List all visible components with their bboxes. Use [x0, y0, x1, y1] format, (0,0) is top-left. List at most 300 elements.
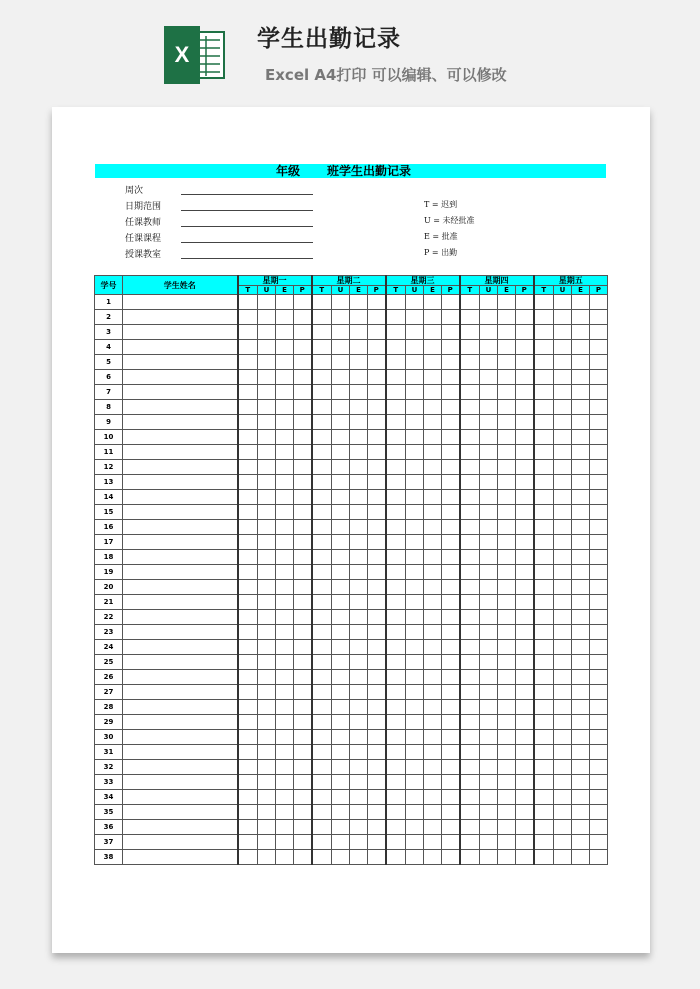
attendance-cell[interactable]	[480, 790, 498, 805]
attendance-cell[interactable]	[498, 775, 516, 790]
attendance-cell[interactable]	[332, 505, 350, 520]
attendance-cell[interactable]	[590, 400, 608, 415]
attendance-cell[interactable]	[572, 580, 590, 595]
attendance-cell[interactable]	[294, 400, 312, 415]
attendance-cell[interactable]	[238, 700, 258, 715]
attendance-cell[interactable]	[590, 355, 608, 370]
attendance-cell[interactable]	[554, 745, 572, 760]
attendance-cell[interactable]	[386, 340, 406, 355]
attendance-cell[interactable]	[368, 400, 386, 415]
attendance-cell[interactable]	[276, 505, 294, 520]
attendance-cell[interactable]	[442, 310, 460, 325]
student-name-cell[interactable]	[123, 295, 238, 310]
attendance-cell[interactable]	[238, 565, 258, 580]
attendance-cell[interactable]	[590, 580, 608, 595]
attendance-cell[interactable]	[534, 685, 554, 700]
attendance-cell[interactable]	[238, 670, 258, 685]
attendance-cell[interactable]	[460, 520, 480, 535]
attendance-cell[interactable]	[276, 820, 294, 835]
attendance-cell[interactable]	[498, 640, 516, 655]
attendance-cell[interactable]	[406, 580, 424, 595]
attendance-cell[interactable]	[406, 775, 424, 790]
attendance-cell[interactable]	[442, 355, 460, 370]
attendance-cell[interactable]	[350, 430, 368, 445]
attendance-cell[interactable]	[554, 310, 572, 325]
attendance-cell[interactable]	[276, 805, 294, 820]
attendance-cell[interactable]	[442, 730, 460, 745]
attendance-cell[interactable]	[258, 520, 276, 535]
attendance-cell[interactable]	[424, 850, 442, 865]
student-name-cell[interactable]	[123, 520, 238, 535]
attendance-cell[interactable]	[294, 820, 312, 835]
attendance-cell[interactable]	[554, 460, 572, 475]
student-name-cell[interactable]	[123, 460, 238, 475]
attendance-cell[interactable]	[572, 295, 590, 310]
attendance-cell[interactable]	[386, 715, 406, 730]
attendance-cell[interactable]	[480, 505, 498, 520]
attendance-cell[interactable]	[554, 850, 572, 865]
attendance-cell[interactable]	[294, 475, 312, 490]
student-name-cell[interactable]	[123, 535, 238, 550]
attendance-cell[interactable]	[406, 565, 424, 580]
attendance-cell[interactable]	[460, 775, 480, 790]
attendance-cell[interactable]	[350, 820, 368, 835]
attendance-cell[interactable]	[276, 775, 294, 790]
attendance-cell[interactable]	[498, 535, 516, 550]
attendance-cell[interactable]	[554, 670, 572, 685]
attendance-cell[interactable]	[368, 430, 386, 445]
attendance-cell[interactable]	[498, 805, 516, 820]
attendance-cell[interactable]	[276, 610, 294, 625]
attendance-cell[interactable]	[294, 295, 312, 310]
attendance-cell[interactable]	[312, 520, 332, 535]
attendance-cell[interactable]	[312, 460, 332, 475]
attendance-cell[interactable]	[590, 715, 608, 730]
attendance-cell[interactable]	[554, 655, 572, 670]
attendance-cell[interactable]	[294, 685, 312, 700]
attendance-cell[interactable]	[238, 370, 258, 385]
attendance-cell[interactable]	[294, 835, 312, 850]
attendance-cell[interactable]	[534, 415, 554, 430]
attendance-cell[interactable]	[258, 565, 276, 580]
attendance-cell[interactable]	[498, 835, 516, 850]
attendance-cell[interactable]	[406, 730, 424, 745]
attendance-cell[interactable]	[332, 490, 350, 505]
attendance-cell[interactable]	[534, 340, 554, 355]
attendance-cell[interactable]	[294, 610, 312, 625]
attendance-cell[interactable]	[368, 715, 386, 730]
attendance-cell[interactable]	[294, 625, 312, 640]
attendance-cell[interactable]	[554, 640, 572, 655]
attendance-cell[interactable]	[572, 370, 590, 385]
attendance-cell[interactable]	[572, 655, 590, 670]
attendance-cell[interactable]	[350, 370, 368, 385]
attendance-cell[interactable]	[386, 610, 406, 625]
attendance-cell[interactable]	[572, 340, 590, 355]
attendance-cell[interactable]	[368, 550, 386, 565]
attendance-cell[interactable]	[498, 790, 516, 805]
attendance-cell[interactable]	[516, 580, 534, 595]
attendance-cell[interactable]	[386, 820, 406, 835]
attendance-cell[interactable]	[534, 700, 554, 715]
attendance-cell[interactable]	[258, 670, 276, 685]
student-name-cell[interactable]	[123, 370, 238, 385]
attendance-cell[interactable]	[386, 580, 406, 595]
attendance-cell[interactable]	[258, 745, 276, 760]
attendance-cell[interactable]	[534, 640, 554, 655]
attendance-cell[interactable]	[312, 820, 332, 835]
attendance-cell[interactable]	[406, 685, 424, 700]
attendance-cell[interactable]	[480, 670, 498, 685]
attendance-cell[interactable]	[442, 325, 460, 340]
attendance-cell[interactable]	[590, 340, 608, 355]
attendance-cell[interactable]	[460, 445, 480, 460]
student-name-cell[interactable]	[123, 595, 238, 610]
attendance-cell[interactable]	[424, 595, 442, 610]
student-name-cell[interactable]	[123, 790, 238, 805]
student-name-cell[interactable]	[123, 700, 238, 715]
attendance-cell[interactable]	[258, 790, 276, 805]
attendance-cell[interactable]	[350, 340, 368, 355]
attendance-cell[interactable]	[590, 775, 608, 790]
attendance-cell[interactable]	[498, 760, 516, 775]
attendance-cell[interactable]	[480, 385, 498, 400]
student-name-cell[interactable]	[123, 730, 238, 745]
attendance-cell[interactable]	[480, 715, 498, 730]
student-name-cell[interactable]	[123, 415, 238, 430]
attendance-cell[interactable]	[424, 505, 442, 520]
attendance-cell[interactable]	[516, 820, 534, 835]
attendance-cell[interactable]	[424, 685, 442, 700]
attendance-cell[interactable]	[424, 655, 442, 670]
attendance-cell[interactable]	[276, 475, 294, 490]
attendance-cell[interactable]	[238, 685, 258, 700]
attendance-cell[interactable]	[294, 640, 312, 655]
attendance-cell[interactable]	[498, 340, 516, 355]
attendance-cell[interactable]	[276, 535, 294, 550]
attendance-cell[interactable]	[332, 610, 350, 625]
attendance-cell[interactable]	[534, 745, 554, 760]
attendance-cell[interactable]	[534, 400, 554, 415]
attendance-cell[interactable]	[590, 850, 608, 865]
attendance-cell[interactable]	[276, 730, 294, 745]
attendance-cell[interactable]	[498, 460, 516, 475]
attendance-cell[interactable]	[276, 520, 294, 535]
attendance-cell[interactable]	[350, 520, 368, 535]
attendance-cell[interactable]	[312, 415, 332, 430]
attendance-cell[interactable]	[238, 535, 258, 550]
attendance-cell[interactable]	[516, 685, 534, 700]
attendance-cell[interactable]	[442, 790, 460, 805]
attendance-cell[interactable]	[386, 730, 406, 745]
attendance-cell[interactable]	[258, 355, 276, 370]
attendance-cell[interactable]	[480, 760, 498, 775]
student-name-cell[interactable]	[123, 475, 238, 490]
attendance-cell[interactable]	[368, 610, 386, 625]
attendance-cell[interactable]	[238, 295, 258, 310]
attendance-cell[interactable]	[258, 340, 276, 355]
attendance-cell[interactable]	[572, 745, 590, 760]
attendance-cell[interactable]	[424, 775, 442, 790]
attendance-cell[interactable]	[534, 655, 554, 670]
attendance-cell[interactable]	[442, 835, 460, 850]
attendance-cell[interactable]	[332, 520, 350, 535]
attendance-cell[interactable]	[534, 775, 554, 790]
attendance-cell[interactable]	[258, 445, 276, 460]
attendance-cell[interactable]	[238, 490, 258, 505]
attendance-cell[interactable]	[572, 415, 590, 430]
attendance-cell[interactable]	[350, 460, 368, 475]
attendance-cell[interactable]	[424, 565, 442, 580]
field-line-date-range[interactable]	[181, 210, 313, 211]
attendance-cell[interactable]	[386, 625, 406, 640]
attendance-cell[interactable]	[516, 715, 534, 730]
attendance-cell[interactable]	[312, 745, 332, 760]
student-name-cell[interactable]	[123, 355, 238, 370]
attendance-cell[interactable]	[424, 835, 442, 850]
attendance-cell[interactable]	[498, 595, 516, 610]
attendance-cell[interactable]	[350, 670, 368, 685]
attendance-cell[interactable]	[312, 490, 332, 505]
attendance-cell[interactable]	[516, 505, 534, 520]
attendance-cell[interactable]	[312, 385, 332, 400]
attendance-cell[interactable]	[460, 325, 480, 340]
attendance-cell[interactable]	[572, 385, 590, 400]
attendance-cell[interactable]	[258, 505, 276, 520]
attendance-cell[interactable]	[424, 580, 442, 595]
attendance-cell[interactable]	[294, 550, 312, 565]
attendance-cell[interactable]	[258, 835, 276, 850]
student-name-cell[interactable]	[123, 640, 238, 655]
attendance-cell[interactable]	[590, 565, 608, 580]
attendance-cell[interactable]	[258, 310, 276, 325]
attendance-cell[interactable]	[276, 835, 294, 850]
attendance-cell[interactable]	[368, 460, 386, 475]
attendance-cell[interactable]	[424, 760, 442, 775]
attendance-cell[interactable]	[460, 730, 480, 745]
attendance-cell[interactable]	[312, 715, 332, 730]
attendance-cell[interactable]	[406, 370, 424, 385]
attendance-cell[interactable]	[294, 775, 312, 790]
attendance-cell[interactable]	[516, 775, 534, 790]
attendance-cell[interactable]	[406, 745, 424, 760]
attendance-cell[interactable]	[350, 805, 368, 820]
attendance-cell[interactable]	[442, 700, 460, 715]
attendance-cell[interactable]	[406, 625, 424, 640]
attendance-cell[interactable]	[534, 730, 554, 745]
attendance-cell[interactable]	[368, 850, 386, 865]
attendance-cell[interactable]	[406, 610, 424, 625]
attendance-cell[interactable]	[332, 340, 350, 355]
attendance-cell[interactable]	[516, 460, 534, 475]
attendance-cell[interactable]	[386, 550, 406, 565]
attendance-cell[interactable]	[424, 370, 442, 385]
attendance-cell[interactable]	[276, 640, 294, 655]
attendance-cell[interactable]	[312, 610, 332, 625]
attendance-cell[interactable]	[498, 850, 516, 865]
attendance-cell[interactable]	[332, 670, 350, 685]
attendance-cell[interactable]	[350, 640, 368, 655]
attendance-cell[interactable]	[572, 685, 590, 700]
attendance-cell[interactable]	[498, 700, 516, 715]
attendance-cell[interactable]	[332, 550, 350, 565]
attendance-cell[interactable]	[590, 550, 608, 565]
attendance-cell[interactable]	[572, 820, 590, 835]
attendance-cell[interactable]	[498, 325, 516, 340]
attendance-cell[interactable]	[442, 550, 460, 565]
attendance-cell[interactable]	[258, 430, 276, 445]
attendance-cell[interactable]	[368, 640, 386, 655]
attendance-cell[interactable]	[460, 370, 480, 385]
attendance-cell[interactable]	[258, 475, 276, 490]
attendance-cell[interactable]	[368, 505, 386, 520]
attendance-cell[interactable]	[258, 640, 276, 655]
attendance-cell[interactable]	[554, 820, 572, 835]
attendance-cell[interactable]	[424, 340, 442, 355]
attendance-cell[interactable]	[368, 670, 386, 685]
attendance-cell[interactable]	[386, 295, 406, 310]
attendance-cell[interactable]	[590, 640, 608, 655]
attendance-cell[interactable]	[332, 685, 350, 700]
attendance-cell[interactable]	[534, 790, 554, 805]
attendance-cell[interactable]	[534, 445, 554, 460]
attendance-cell[interactable]	[554, 475, 572, 490]
attendance-cell[interactable]	[460, 400, 480, 415]
attendance-cell[interactable]	[516, 370, 534, 385]
attendance-cell[interactable]	[294, 430, 312, 445]
field-line-classroom[interactable]	[181, 258, 313, 259]
attendance-cell[interactable]	[554, 520, 572, 535]
student-name-cell[interactable]	[123, 715, 238, 730]
attendance-cell[interactable]	[406, 445, 424, 460]
attendance-cell[interactable]	[554, 790, 572, 805]
attendance-cell[interactable]	[294, 445, 312, 460]
attendance-cell[interactable]	[406, 760, 424, 775]
attendance-cell[interactable]	[480, 730, 498, 745]
attendance-cell[interactable]	[480, 820, 498, 835]
attendance-cell[interactable]	[460, 685, 480, 700]
attendance-cell[interactable]	[332, 835, 350, 850]
attendance-cell[interactable]	[516, 625, 534, 640]
attendance-cell[interactable]	[238, 805, 258, 820]
student-name-cell[interactable]	[123, 805, 238, 820]
attendance-cell[interactable]	[498, 295, 516, 310]
attendance-cell[interactable]	[386, 835, 406, 850]
attendance-cell[interactable]	[442, 595, 460, 610]
attendance-cell[interactable]	[424, 310, 442, 325]
attendance-cell[interactable]	[386, 700, 406, 715]
attendance-cell[interactable]	[480, 655, 498, 670]
attendance-cell[interactable]	[424, 520, 442, 535]
attendance-cell[interactable]	[516, 430, 534, 445]
attendance-cell[interactable]	[516, 730, 534, 745]
attendance-cell[interactable]	[258, 655, 276, 670]
attendance-cell[interactable]	[350, 385, 368, 400]
attendance-cell[interactable]	[572, 565, 590, 580]
attendance-cell[interactable]	[534, 625, 554, 640]
attendance-cell[interactable]	[294, 670, 312, 685]
attendance-cell[interactable]	[460, 625, 480, 640]
attendance-cell[interactable]	[498, 685, 516, 700]
attendance-cell[interactable]	[312, 655, 332, 670]
student-name-cell[interactable]	[123, 400, 238, 415]
attendance-cell[interactable]	[350, 730, 368, 745]
attendance-cell[interactable]	[238, 625, 258, 640]
attendance-cell[interactable]	[406, 430, 424, 445]
attendance-cell[interactable]	[386, 310, 406, 325]
attendance-cell[interactable]	[258, 850, 276, 865]
attendance-cell[interactable]	[534, 550, 554, 565]
attendance-cell[interactable]	[386, 385, 406, 400]
field-line-course[interactable]	[181, 242, 313, 243]
attendance-cell[interactable]	[350, 355, 368, 370]
attendance-cell[interactable]	[424, 400, 442, 415]
attendance-cell[interactable]	[276, 685, 294, 700]
attendance-cell[interactable]	[368, 595, 386, 610]
attendance-cell[interactable]	[294, 760, 312, 775]
attendance-cell[interactable]	[480, 610, 498, 625]
attendance-cell[interactable]	[442, 655, 460, 670]
attendance-cell[interactable]	[368, 520, 386, 535]
student-name-cell[interactable]	[123, 655, 238, 670]
attendance-cell[interactable]	[332, 355, 350, 370]
attendance-cell[interactable]	[350, 415, 368, 430]
student-name-cell[interactable]	[123, 625, 238, 640]
attendance-cell[interactable]	[406, 850, 424, 865]
attendance-cell[interactable]	[442, 385, 460, 400]
attendance-cell[interactable]	[480, 535, 498, 550]
attendance-cell[interactable]	[276, 445, 294, 460]
attendance-cell[interactable]	[276, 415, 294, 430]
attendance-cell[interactable]	[460, 715, 480, 730]
attendance-cell[interactable]	[238, 340, 258, 355]
attendance-cell[interactable]	[406, 355, 424, 370]
attendance-cell[interactable]	[424, 475, 442, 490]
attendance-cell[interactable]	[276, 400, 294, 415]
attendance-cell[interactable]	[406, 595, 424, 610]
attendance-cell[interactable]	[276, 310, 294, 325]
attendance-cell[interactable]	[368, 820, 386, 835]
attendance-cell[interactable]	[238, 325, 258, 340]
attendance-cell[interactable]	[312, 340, 332, 355]
attendance-cell[interactable]	[386, 520, 406, 535]
attendance-cell[interactable]	[276, 715, 294, 730]
attendance-cell[interactable]	[406, 385, 424, 400]
attendance-cell[interactable]	[276, 580, 294, 595]
attendance-cell[interactable]	[590, 325, 608, 340]
attendance-cell[interactable]	[442, 430, 460, 445]
attendance-cell[interactable]	[312, 580, 332, 595]
student-name-cell[interactable]	[123, 745, 238, 760]
attendance-cell[interactable]	[258, 400, 276, 415]
attendance-cell[interactable]	[332, 295, 350, 310]
attendance-cell[interactable]	[480, 460, 498, 475]
attendance-cell[interactable]	[424, 490, 442, 505]
attendance-cell[interactable]	[460, 595, 480, 610]
attendance-cell[interactable]	[460, 790, 480, 805]
attendance-cell[interactable]	[554, 685, 572, 700]
attendance-cell[interactable]	[460, 550, 480, 565]
attendance-cell[interactable]	[332, 580, 350, 595]
attendance-cell[interactable]	[572, 610, 590, 625]
attendance-cell[interactable]	[590, 475, 608, 490]
attendance-cell[interactable]	[534, 715, 554, 730]
attendance-cell[interactable]	[442, 520, 460, 535]
attendance-cell[interactable]	[442, 565, 460, 580]
attendance-cell[interactable]	[276, 595, 294, 610]
attendance-cell[interactable]	[332, 400, 350, 415]
attendance-cell[interactable]	[312, 760, 332, 775]
